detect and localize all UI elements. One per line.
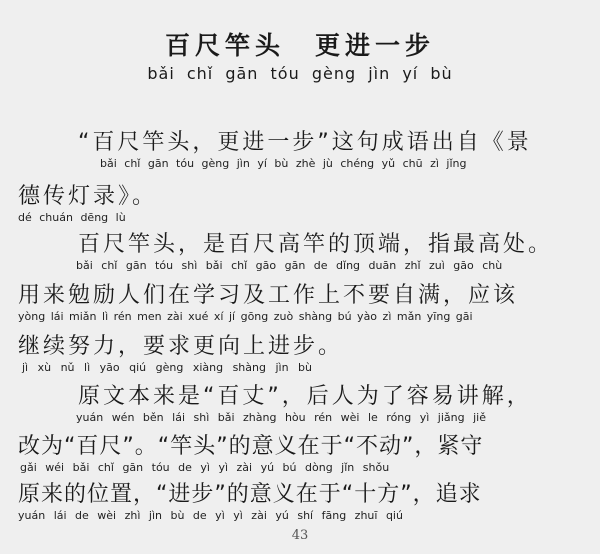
line-pinyin: gǎi wéi bǎi chǐ gān tóu de yì yì zài yú bú dòng jǐn shǒu [20,461,390,474]
page-title: 百尺竿头 更进一步 [164,31,435,60]
line-hanzi: 百尺竿头，是百尺高竿的顶端，指最高处。 [78,232,554,257]
text-line [0,384,600,426]
line-hanzi: 原文本来是“百丈”，后人为了容易讲解， [78,384,532,409]
line-hanzi: 改为“百尺”。“竿头”的意义在于“不动”，紧守 [18,434,484,459]
line-hanzi: 德传灯录》。 [18,184,158,209]
text-line [0,334,600,376]
line-pinyin: yuán lái de wèi zhì jìn bù de yì yì zài yú shí fāng zhuī qiú [18,509,403,522]
text-line [0,482,600,524]
line-hanzi: 继续努力，要求更向上进步。 [18,334,344,359]
line-hanzi: 原来的位置，“进步”的意义在于“十方”，追求 [18,482,482,507]
title-block [0,30,600,84]
text-line [0,283,600,325]
line-pinyin: bǎi chǐ gān tóu shì bǎi chǐ gāo gān de dǐng duān zhǐ zuì gāo chù [76,259,503,272]
line-hanzi: 用来勉励人们在学习及工作上不要自满，应该 [18,283,519,308]
text-line [0,184,600,226]
page-number: 43 [291,528,309,543]
line-pinyin: bǎi chǐ gān tóu gèng jìn yí bù zhè jù chéng yǔ chū zì jǐng [100,157,467,170]
text-line [0,130,600,172]
line-pinyin: yòng lái miǎn lì rén men zài xué xí jí gōng zuò shàng bú yào zì mǎn yīng gāi [18,310,473,323]
text-line [0,434,600,476]
line-hanzi: “百尺竿头，更进一步”这句成语出自《景 [78,130,532,155]
page-title-pinyin: bǎi chǐ gān tóu gèng jìn yí bù [147,64,453,83]
text-line [0,232,600,274]
line-pinyin: yuán wén běn lái shì bǎi zhàng hòu rén wèi le róng yì jiǎng jiě [76,411,486,424]
line-pinyin: jì xù nǔ lì yāo qiú gèng xiàng shàng jìn bù [22,361,313,374]
line-pinyin: dé chuán dēng lù [18,211,126,224]
